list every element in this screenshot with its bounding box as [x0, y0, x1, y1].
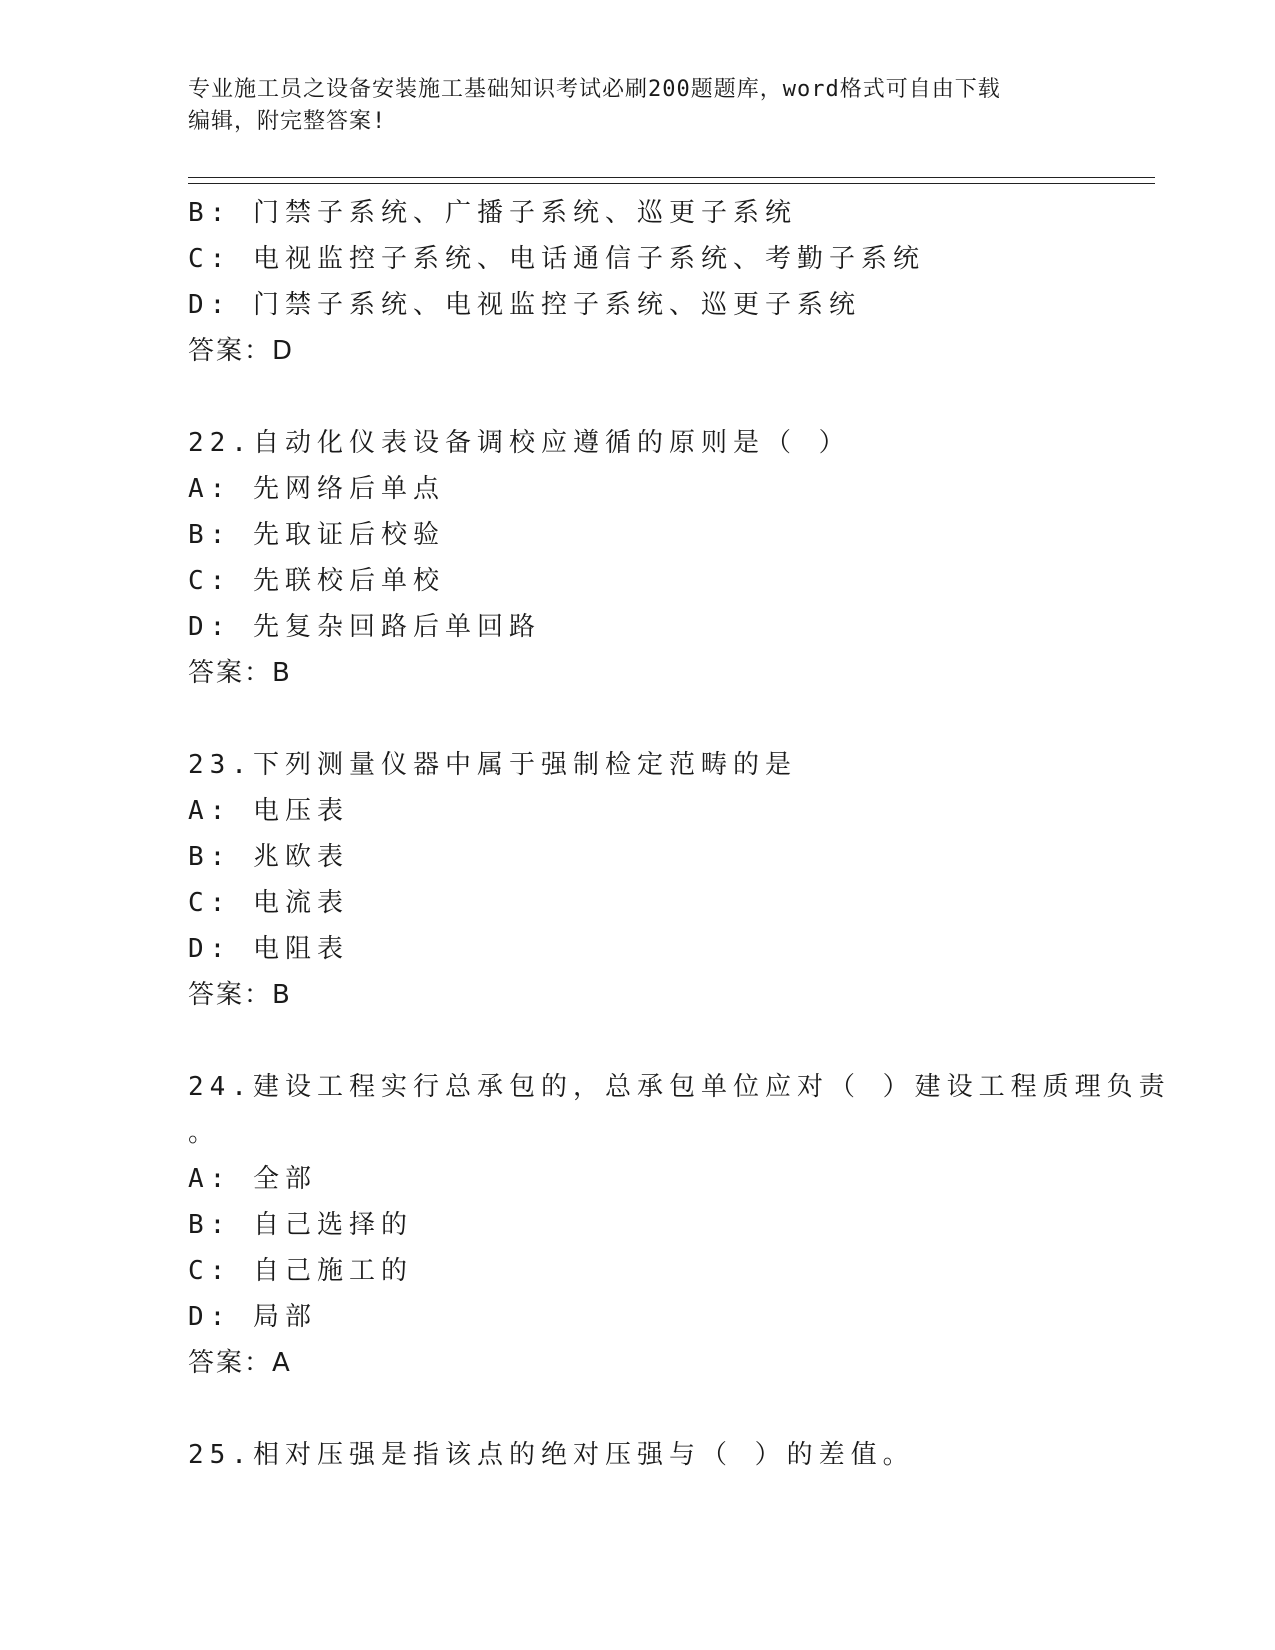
option-b: B: 门禁子系统、广播子系统、巡更子系统: [188, 198, 797, 228]
question-23: [188, 742, 1155, 1018]
option-d: D: 局部: [188, 1302, 317, 1332]
question-list: [188, 190, 1171, 1478]
header-divider-bottom: [188, 183, 1155, 184]
option-c: C: 电视监控子系统、电话通信子系统、考勤子系统: [188, 244, 925, 274]
option-d: D: 电阻表: [188, 934, 349, 964]
option-a: A: 先网络后单点: [188, 474, 445, 504]
option-b: B: 兆欧表: [188, 842, 349, 872]
option-b: B: 先取证后校验: [188, 520, 445, 550]
answer: 答案：B: [188, 658, 292, 688]
answer: 答案：D: [188, 336, 295, 366]
question-22: [188, 420, 1155, 696]
spacer: [188, 696, 1155, 742]
option-d: D: 先复杂回路后单回路: [188, 612, 541, 642]
header-title-line2: 编辑，附完整答案!: [188, 109, 387, 134]
option-b: B: 自己选择的: [188, 1210, 413, 1240]
answer: 答案：B: [188, 980, 292, 1010]
question-text: 24.建设工程实行总承包的，总承包单位应对（ ）建设工程质理负责: [188, 1072, 1171, 1102]
question-text-continuation: 。: [188, 1118, 221, 1148]
option-c: C: 电流表: [188, 888, 349, 918]
spacer: [188, 374, 1155, 420]
question-24: [188, 1064, 1171, 1386]
spacer: [188, 1018, 1155, 1064]
question-25: [188, 1432, 1155, 1478]
option-a: A: 全部: [188, 1164, 317, 1194]
option-d: D: 门禁子系统、电视监控子系统、巡更子系统: [188, 290, 861, 320]
option-c: C: 自己施工的: [188, 1256, 413, 1286]
question-text: 23.下列测量仪器中属于强制检定范畴的是: [188, 750, 797, 780]
header-title-line1: 专业施工员之设备安装施工基础知识考试必刷200题题库，word格式可自由下载: [188, 77, 1001, 102]
option-c: C: 先联校后单校: [188, 566, 445, 596]
question-21: [188, 190, 1155, 374]
header-divider-top: [188, 177, 1155, 178]
question-text: 22.自动化仪表设备调校应遵循的原则是（ ）: [188, 428, 851, 458]
spacer: [188, 1386, 1155, 1432]
document-header: [188, 74, 1088, 138]
option-a: A: 电压表: [188, 796, 349, 826]
question-text: 25.相对压强是指该点的绝对压强与（ ）的差值。: [188, 1440, 915, 1470]
answer: 答案：A: [188, 1348, 292, 1378]
